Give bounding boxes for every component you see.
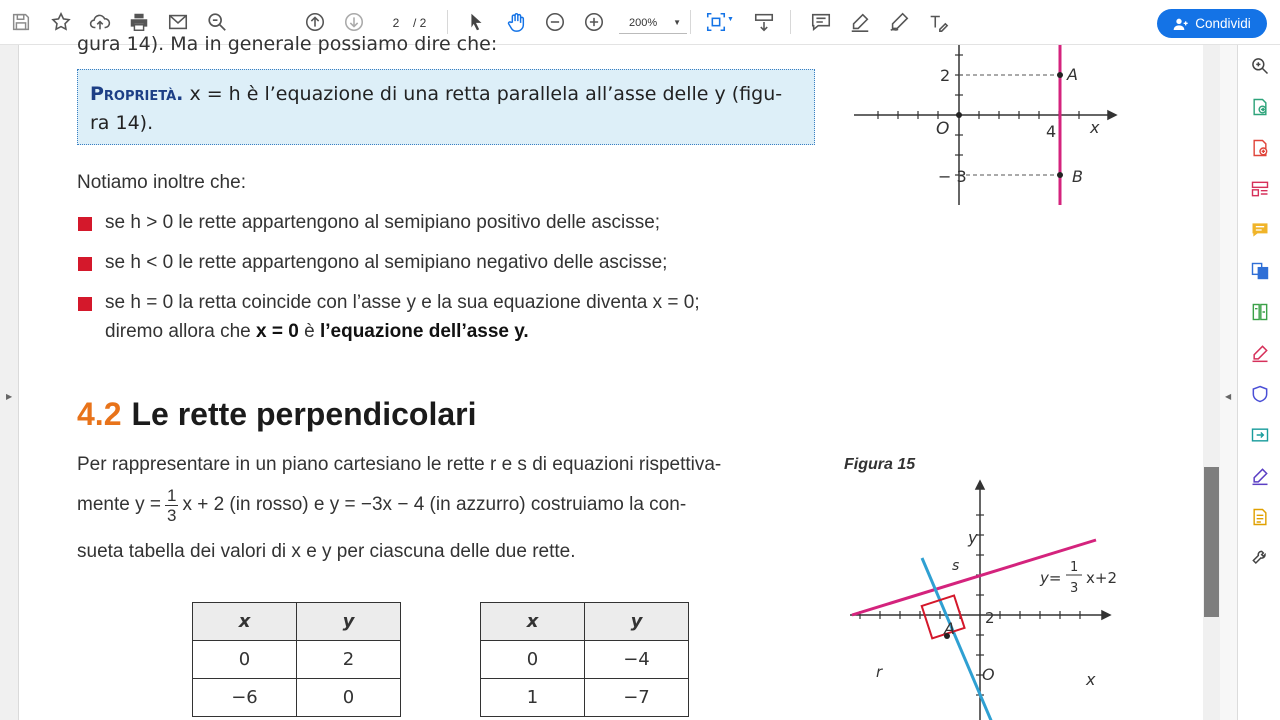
line-s (922, 558, 1010, 720)
save-icon[interactable] (7, 8, 35, 36)
page-number-input[interactable] (381, 12, 411, 34)
zoom-value: 200% (629, 16, 658, 29)
toolbar-divider (790, 10, 791, 34)
label-x: x (1086, 670, 1096, 689)
y-axis-arrow (976, 481, 984, 489)
property-line2: ra 14). (90, 112, 154, 134)
pdf-page (20, 33, 1203, 720)
vertical-scrollbar[interactable] (1203, 45, 1220, 720)
figure-14-graph (840, 45, 1130, 215)
label-2: 2 (940, 66, 951, 85)
user-add-icon (1173, 16, 1189, 32)
next-page-icon[interactable] (340, 8, 368, 36)
toolbar-divider (447, 10, 448, 34)
upload-cloud-icon[interactable] (86, 8, 114, 36)
bullet-3: se h = 0 la retta coincide con l’asse y e la sua equazione diventa x = 0; (105, 292, 700, 313)
search-zoom-icon[interactable] (1248, 54, 1272, 78)
chevron-down-icon: ▼ (673, 18, 681, 27)
label-B: B (1072, 167, 1083, 186)
section-title: Le rette perpendicolari (131, 396, 477, 432)
figure-15-graph (840, 475, 1140, 720)
origin-point (956, 112, 962, 118)
paragraph-line1: Per rappresentare in un piano cartesiano le rette r e s di equazioni rispettiva- (77, 454, 722, 475)
combine-files-icon[interactable] (1248, 259, 1272, 283)
right-panel-collapse[interactable] (1220, 45, 1238, 720)
comment-panel-icon[interactable] (1248, 218, 1272, 242)
table-row: 0 −4 (481, 641, 689, 679)
edit-text-icon[interactable] (924, 8, 952, 36)
property-line1: x = h è l’equazione di una retta parallela all’asse delle y (figu- (189, 83, 783, 105)
request-signature-icon[interactable] (1248, 464, 1272, 488)
bullet-3-line2: diremo allora che x = 0 è l’equazione dell’asse y. (105, 321, 529, 342)
point-B (1057, 172, 1063, 178)
highlight-pen-icon[interactable] (846, 8, 874, 36)
previous-page-icon[interactable] (301, 8, 329, 36)
paragraph-line3: sueta tabella dei valori di x e y per ciascuna delle due rette. (77, 541, 576, 562)
zoom-in-icon[interactable] (580, 8, 608, 36)
fill-sign-icon[interactable] (1248, 341, 1272, 365)
print-icon[interactable] (125, 8, 153, 36)
fraction-denominator: 3 (166, 505, 177, 525)
toolbar-divider (690, 10, 691, 34)
label-minus-3: − 3 (938, 167, 967, 186)
paragraph-line2: mente y = $\frac{1}{3}$ x + 2 (in rosso) e y = −3x − 4 (in azzurro) costruiamo la con- (77, 485, 687, 525)
page-fit-icon[interactable] (702, 8, 730, 36)
figure-15-caption: Figura 15 (844, 456, 916, 473)
equation-rhs: x+2 (1086, 569, 1117, 587)
left-panel-toggle[interactable] (0, 45, 19, 720)
label-A: A (1067, 65, 1078, 84)
bullet-marker (78, 217, 92, 231)
text-fragment-top: gura 14). Ma in generale possiamo dire che: (77, 33, 498, 55)
property-text (90, 80, 805, 138)
tools-panel (1239, 45, 1280, 720)
section-heading (77, 396, 476, 433)
label-A: A (944, 619, 955, 638)
label-y: y (968, 528, 978, 547)
x-axis-arrow (1108, 111, 1116, 119)
export-pdf-icon[interactable] (1248, 95, 1272, 119)
zoom-select[interactable] (619, 12, 687, 34)
share-button-label: Condividi (1195, 16, 1251, 31)
expand-right-icon: ▶ (6, 392, 13, 401)
label-4: 4 (1046, 122, 1057, 141)
values-table-s (480, 602, 689, 717)
hand-tool-icon[interactable] (502, 8, 530, 36)
scrollbar-thumb[interactable] (1204, 467, 1219, 617)
table-header: x (193, 603, 297, 641)
draw-icon[interactable] (885, 8, 913, 36)
collapse-left-icon: ◀ (1225, 392, 1232, 401)
intro-text: Notiamo inoltre che: (77, 172, 246, 193)
label-O: O (936, 119, 950, 139)
table-row: 0 2 (193, 641, 401, 679)
label-O: O (982, 665, 995, 684)
property-box (77, 69, 815, 145)
fraction-numerator: 1 (166, 485, 177, 505)
x-axis-arrow (1102, 611, 1110, 619)
equation-num: 1 (1070, 560, 1079, 575)
bullet-2: se h < 0 le rette appartengono al semipiano negativo delle ascisse; (105, 252, 668, 273)
email-icon[interactable] (164, 8, 192, 36)
share-button[interactable] (1157, 9, 1267, 38)
table-row: 1 −7 (481, 679, 689, 717)
bullet-marker (78, 297, 92, 311)
property-label: Proprietà. (90, 83, 184, 105)
equation-lhs: y= (1040, 569, 1062, 587)
label-s: s (952, 558, 960, 574)
equation-den: 3 (1070, 581, 1079, 596)
bullet-marker (78, 257, 92, 271)
optimize-pdf-icon[interactable] (1248, 423, 1272, 447)
table-header: x (481, 603, 585, 641)
section-number: 4.2 (77, 396, 122, 432)
organize-pages-icon[interactable] (1248, 177, 1272, 201)
protect-shield-icon[interactable] (1248, 382, 1272, 406)
table-header: y (297, 603, 401, 641)
create-pdf-icon[interactable] (1248, 136, 1272, 160)
zoom-out-icon[interactable] (541, 8, 569, 36)
chevron-down-icon[interactable]: ▼ (727, 16, 734, 23)
search-icon[interactable] (203, 8, 231, 36)
scroll-mode-icon[interactable] (750, 8, 778, 36)
compare-files-icon[interactable] (1248, 300, 1272, 324)
select-cursor-icon[interactable] (462, 8, 490, 36)
page-total: / 2 (413, 16, 427, 30)
values-table-r (192, 602, 401, 717)
label-r: r (876, 663, 883, 681)
bullet-1: se h > 0 le rette appartengono al semipiano positivo delle ascisse; (105, 212, 661, 233)
point-A (1057, 72, 1063, 78)
label-2: 2 (985, 609, 995, 627)
table-row: −6 0 (193, 679, 401, 717)
table-header: y (585, 603, 689, 641)
send-for-review-icon[interactable] (1248, 505, 1272, 529)
more-tools-icon[interactable] (1248, 546, 1272, 570)
bookmark-star-icon[interactable] (47, 8, 75, 36)
label-x: x (1090, 118, 1100, 137)
comment-icon[interactable] (807, 8, 835, 36)
